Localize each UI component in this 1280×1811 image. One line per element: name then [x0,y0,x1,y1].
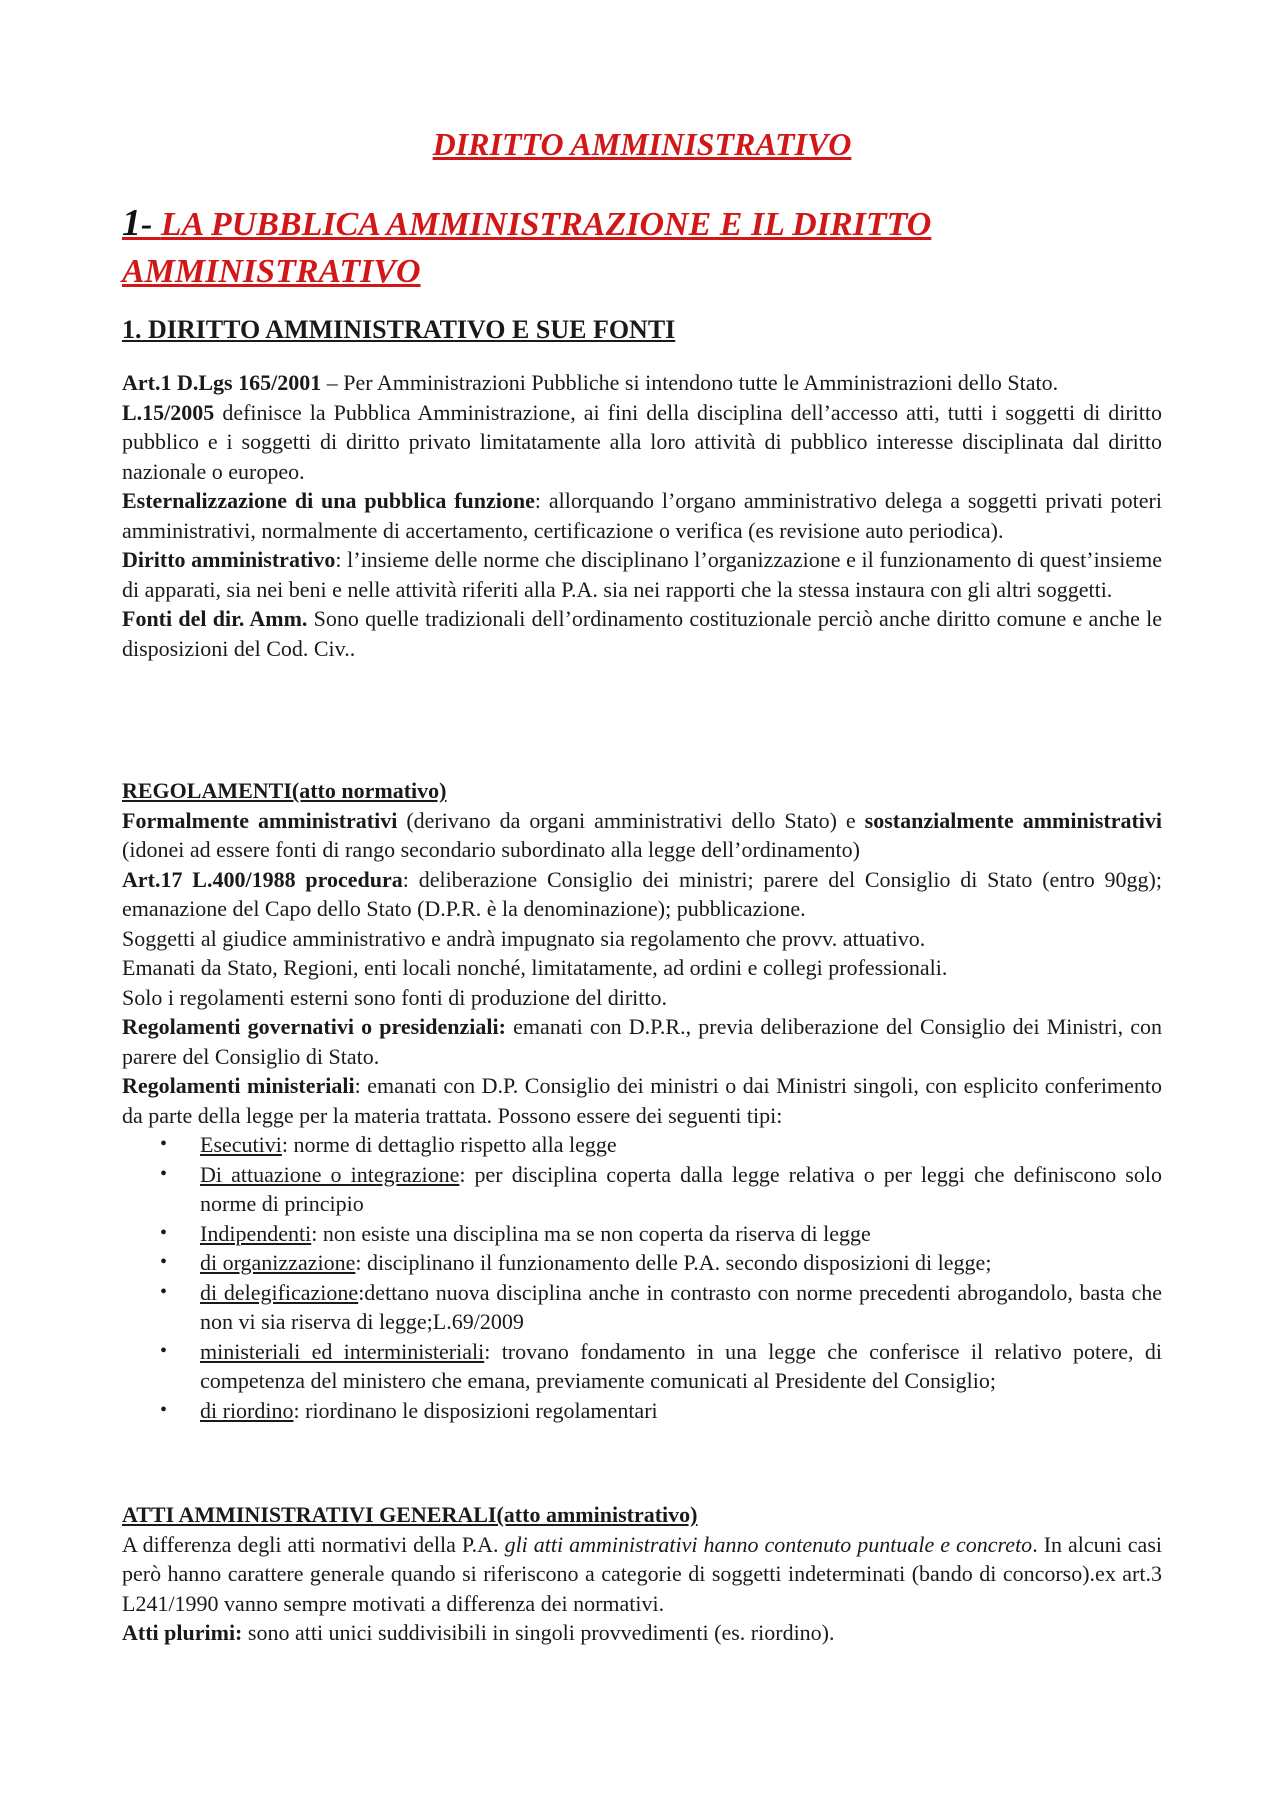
list-item [122,1396,1162,1426]
list-text: : trovano fondamento in una legge che conferisce il relativo potere, di competenza del ministero che emana, previamente comunicati al Presidente del Consiglio; [200,1338,1162,1393]
bold-term: Regolamenti governativi o presidenziali: [122,1014,506,1039]
bold-term: Art.1 D.Lgs 165/2001 [122,370,322,395]
paragraph-text: : l’insieme delle norme che disciplinano l’organizzazione e il funzionamento di quest’insieme di apparati, sia nei beni e nelle attività riferiti alla P.A. sia nei rapporti che la stessa instaura con gli altri soggetti. [122,547,1163,602]
paragraph [122,398,1162,487]
bullet-icon: • [160,1398,168,1421]
list-text: :dettano nuova disciplina anche in contrasto con norme precedenti abrogandolo, basta che non vi sia riserva di legge;L.69/2009 [200,1279,1162,1334]
bullet-icon: • [160,1162,168,1185]
paragraph [122,368,1162,398]
regolamenti-heading [122,776,1162,806]
bold-term: Fonti del dir. Amm. [122,606,308,631]
paragraph [122,1530,1162,1619]
section-heading: 1. DIRITTO AMMINISTRATIVO E SUE FONTI [122,315,676,344]
paragraph [122,1012,1162,1071]
paragraph-text: sono atti unici suddivisibili in singoli provvedimenti (es. riordino). [242,1620,835,1645]
paragraph-text: : allorquando l’organo amministrativo delega a soggetti privati poteri amministrativi, normalmente di accertamento, certificazione o verifica (es revisione auto periodica). [122,488,1162,543]
document-title: DIRITTO AMMINISTRATIVO [432,126,852,162]
bold-term: Diritto amministrativo [122,547,336,572]
list-text: : disciplinano il funzionamento delle P.A. secondo disposizioni di legge; [355,1250,992,1275]
list-item [122,1219,1162,1249]
paragraph-text: emanati con D.P.R., previa deliberazione del Consiglio dei Ministri, con parere del Consiglio di Stato. [122,1014,1162,1069]
paragraph [122,545,1162,604]
bold-term: Esternalizzazione di una pubblica funzione [122,488,535,513]
paragraph-text: – Per Amministrazioni Pubbliche si intendono tutte le Amministrazioni dello Stato. [321,370,1059,395]
bold-term: Art.17 L.400/1988 procedura [122,866,403,892]
chapter-heading [122,200,1162,295]
atti-heading [122,1500,1162,1530]
paragraph-text: A differenza degli atti normativi della P.A. [122,1531,505,1557]
bullet-icon: • [160,1280,168,1303]
bold-term: Atti plurimi: [122,1620,243,1645]
bold-term: sostanzialmente amministrativi [864,807,1163,833]
list-item [122,1337,1162,1396]
bullet-icon: • [160,1339,168,1362]
list-text: : norme di dettaglio rispetto alla legge [281,1132,617,1157]
paragraph [122,865,1162,924]
paragraph [122,1618,1162,1648]
bold-term: Formalmente amministrativi [122,807,398,833]
bullet-icon: • [160,1133,168,1155]
atti-section [122,1500,1162,1648]
paragraph-text: Sono quelle tradizionali dell’ordinamento costituzionale perciò anche diritto comune e anche le disposizioni del Cod. Civ.. [122,606,1162,661]
list-item [122,1248,1162,1278]
paragraph [122,486,1162,545]
chapter-dash: - [141,206,161,243]
paragraph-text: : deliberazione Consiglio dei ministri; parere del Consiglio di Stato (entro 90gg); emanazione del Capo dello Stato (D.P.R. è la denominazione); pubblicazione. [122,866,1162,921]
paragraph-text: : emanati con D.P. Consiglio dei ministri o dai Ministri singoli, con esplicito conferimento da parte della legge per la materia trattata. Possono essere dei seguenti tipi: [122,1073,1162,1128]
paragraph [122,1071,1162,1130]
list-item [122,1130,1162,1160]
paragraph-text: (idonei ad essere fonti di rango secondario subordinato alla legge dell’ordinamento) [122,837,860,862]
subheading: ATTI AMMINISTRATIVI GENERALI(atto amministrativo) [122,1502,698,1527]
paragraph-text: definisce la Pubblica Amministrazione, ai fini della disciplina dell’accesso atti, tutti i soggetti di diritto pubblico e i soggetti di diritto privato limitatamente alla loro attività di pubblico interesse disciplinata dal diritto nazionale o europeo. [122,399,1162,484]
bullet-icon: • [160,1221,168,1244]
paragraph [122,806,1162,865]
paragraph: Soggetti al giudice amministrativo e andrà impugnato sia regolamento che provv. attuativo. [122,925,926,951]
bold-term: L.15/2005 [122,399,215,425]
list-term: di organizzazione [200,1250,356,1275]
italic-text: gli atti amministrativi hanno contenuto puntuale e concreto [504,1531,1033,1557]
paragraph-text: (derivano da organi amministrativi dello Stato) e [397,807,865,833]
list-term: di delegificazione [200,1279,359,1305]
list-text: : riordinano le disposizioni regolamentari [293,1397,658,1423]
chapter-title: LA PUBBLICA AMMINISTRAZIONE E IL DIRITTO AMMINISTRATIVO [122,206,932,290]
list-term: di riordino [200,1397,294,1423]
bullet-list [122,1130,1162,1425]
list-item [122,1278,1162,1337]
paragraph [122,604,1162,663]
bullet-icon: • [160,1251,168,1273]
subheading: REGOLAMENTI(atto normativo) [122,778,447,803]
list-term: ministeriali ed interministeriali [200,1338,485,1364]
chapter-number: 1 [122,202,141,244]
bold-term: Regolamenti ministeriali [122,1073,355,1098]
paragraph: Emanati da Stato, Regioni, enti locali nonché, limitatamente, ad ordini e collegi professionali. [122,955,948,980]
list-text: : per disciplina coperta dalla legge relativa o per leggi che definiscono solo norme di principio [200,1161,1162,1216]
list-term: Di attuazione o integrazione [200,1161,460,1187]
list-term: Esecutivi [200,1132,282,1157]
list-text: : non esiste una disciplina ma se non coperta da riserva di legge [311,1220,871,1246]
list-item [122,1160,1162,1219]
paragraph: Solo i regolamenti esterni sono fonti di produzione del diritto. [122,984,668,1010]
section-body [122,368,1162,663]
paragraph-text: . In alcuni casi però hanno carattere generale quando si riferiscono a categorie di soggetti indeterminati (bando di concorso).ex art.3 L241/1990 vanno sempre motivati a differenza dei normativi. [122,1531,1162,1616]
regolamenti-section [122,776,1162,1425]
list-term: Indipendenti [200,1220,312,1246]
